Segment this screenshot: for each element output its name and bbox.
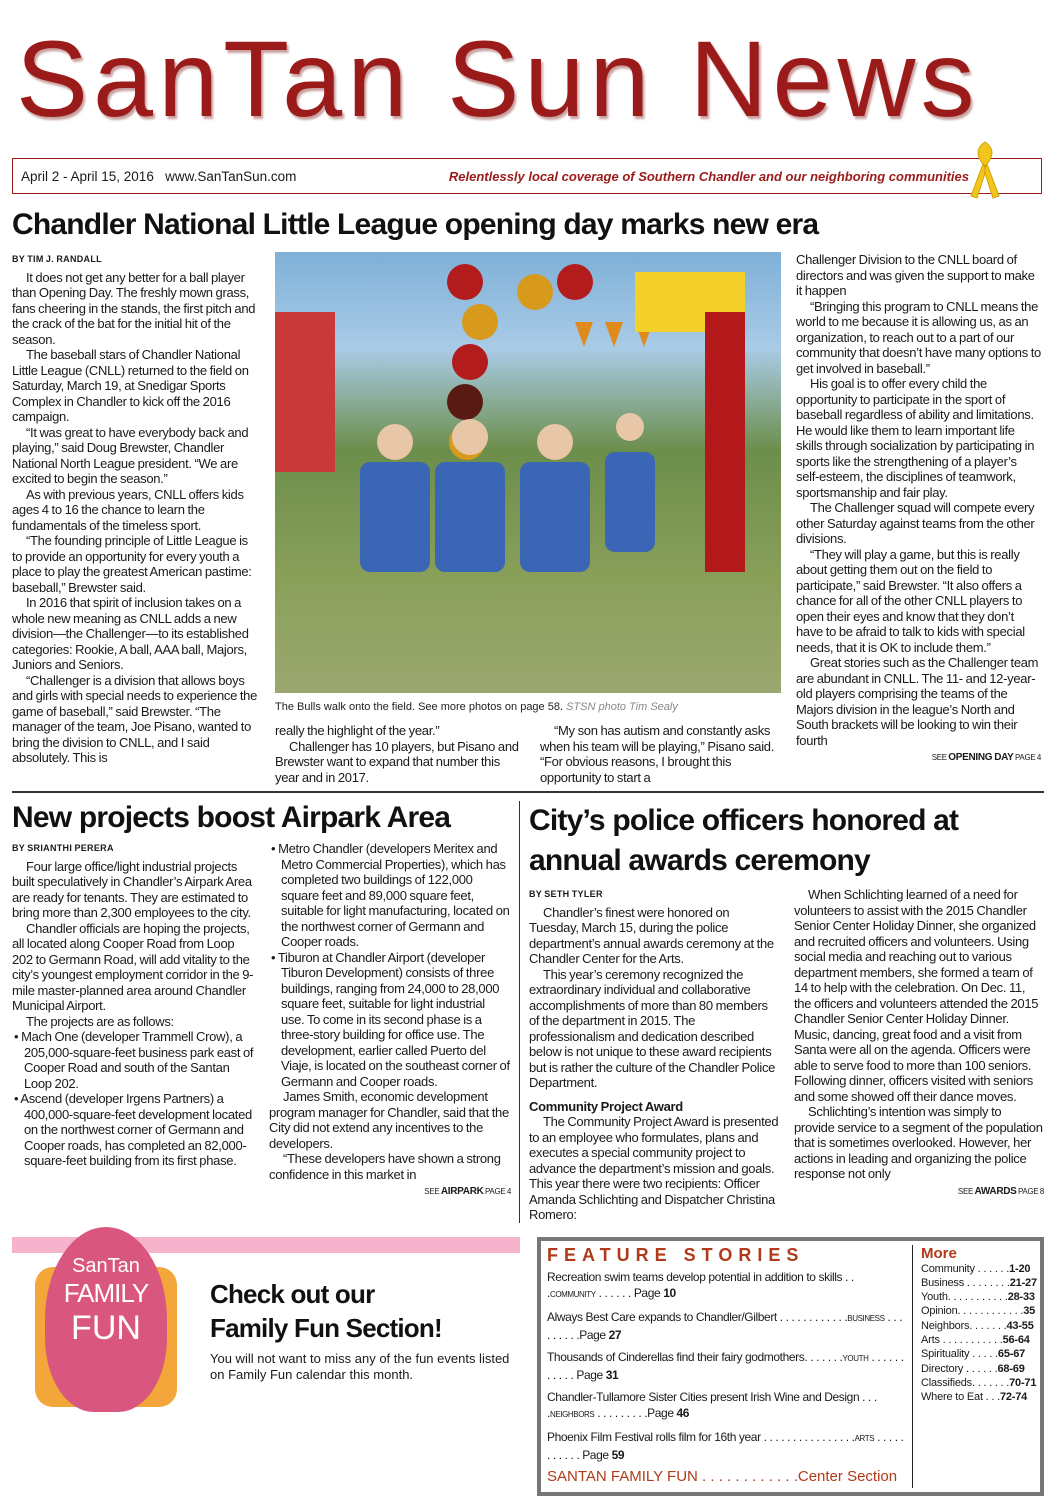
paragraph: In 2016 that spirit of inclusion takes on a whole new meaning as CNLL adds a new division—the Challenger—to its established categories: Rookie, A ball, AAA ball, Majors, Juniors and Seniors. xyxy=(12,595,249,672)
issue-date: April 2 - April 15, 2016 xyxy=(21,168,154,184)
leader-dots: . . . . . . . . . . . Page xyxy=(547,1429,904,1462)
logo-text: FUN xyxy=(71,1308,141,1347)
story-title: Always Best Care expands to Chandler/Gilbert . . . . . . . . . . . . xyxy=(547,1309,848,1324)
story-section: YOUTH xyxy=(842,1353,869,1363)
bullet-item: • Tiburon at Chandler Airport (developer Tiburon Development) consists of three buildings, ranging from 24,000 to 28,000 square feet, suitable for light industrial use. To come in its second phase is a three-story building for office use. The development, earlier called Puerto del Viaje, is located on the southeast corner of Germann and Cooper roads. xyxy=(271,949,510,1089)
story-section: BUSINESS xyxy=(847,1313,885,1323)
airpark-section xyxy=(12,801,520,1223)
index-item[interactable] xyxy=(921,1347,1034,1361)
yellow-ribbon-icon xyxy=(965,140,1005,200)
story-title: Thousands of Cinderellas find their fairy godmothers. . . . . . . xyxy=(547,1349,843,1364)
more-index xyxy=(912,1244,1037,1488)
lead-column-4 xyxy=(796,252,1041,785)
index-item[interactable] xyxy=(921,1319,1034,1333)
masthead-title: SanTan Sun News xyxy=(16,18,980,139)
index-pages: 35 xyxy=(1023,1305,1036,1318)
police-headline: City’s police officers honored at annual awards ceremony xyxy=(529,804,959,877)
airpark-column-1 xyxy=(12,841,254,1200)
index-label: Youth. . . . . . . . . . . xyxy=(921,1291,1008,1304)
index-label: Spirituality . . . . . xyxy=(921,1348,998,1361)
paragraph: “My son has autism and constantly asks when his team will be playing,” Pisano said. “For obvious reasons, I brought this opportunity to start a xyxy=(540,723,775,785)
police-column-2 xyxy=(794,887,1044,1223)
index-pages: 65-67 xyxy=(997,1348,1026,1361)
index-pages: 70-71 xyxy=(1009,1376,1037,1389)
byline: BY SETH TYLER xyxy=(529,889,603,899)
index-label: Business . . . . . . . . xyxy=(921,1276,1010,1289)
bullet-item: • Mach One (developer Trammell Crow), a 205,000-square-feet business park east of Cooper Road and south of the Santan Loop 202. xyxy=(14,1029,254,1091)
tagline: Relentlessly local coverage of Southern Chandler and our neighboring communities xyxy=(448,168,969,184)
lead-column-3 xyxy=(540,723,780,785)
see-awards-link[interactable]: SEE AWARDS PAGE 8 xyxy=(957,1185,1044,1197)
index-label: Classifieds. . . . . . . xyxy=(921,1376,1010,1389)
police-section xyxy=(520,801,1044,1223)
paragraph: The Community Project Award is presented to an employee who formulates, plans and executes a special community project to advance the department’s mission and goals. This year there were two recipients: Officer Amanda Schlichting and Dispatcher Christina Romero: xyxy=(529,1114,779,1222)
award-subhead: Community Project Award xyxy=(529,1098,683,1114)
lead-middle xyxy=(275,252,781,785)
index-item[interactable] xyxy=(921,1376,1037,1390)
leader-dots: . . . . . . . . . . . Page xyxy=(547,1349,904,1382)
leader-dots: . . . . . . . . .Page xyxy=(547,1309,903,1342)
family-fun-line[interactable]: SANTAN FAMILY FUN . . . . . . . . . . . .Center Section xyxy=(547,1467,898,1485)
paragraph: “They will play a game, but this is really about getting them out on the field to participate,” said Brewster. “It also offers a chance for all of the other CNLL players to open their eyes and know that they don’t have to be afraid to talk to kids with special needs, that it is OK to include them.” xyxy=(796,546,1025,655)
feature-stories-box xyxy=(537,1237,1044,1496)
index-pages: 68-69 xyxy=(997,1362,1025,1375)
index-pages: 72-74 xyxy=(999,1391,1028,1404)
story-page: 10 xyxy=(663,1285,676,1300)
index-label: Opinion. . . . . . . . . . . . xyxy=(921,1305,1024,1318)
index-item[interactable] xyxy=(921,1390,1034,1404)
paragraph: Challenger has 10 players, but Pisano and Brewster want to expand that number this year and in 2017. xyxy=(275,738,519,785)
paragraph: It does not get any better for a ball player than Opening Day. The freshly mown grass, fans cheering in the stands, the first pitch and the crack of the bat for the initial hit of the season. xyxy=(12,269,256,347)
family-fun-body: You will not want to miss any of the fun events listed on Family Fun calendar this month. xyxy=(210,1350,510,1382)
index-label: Where to Eat . . . xyxy=(921,1391,1000,1404)
paragraph: Schlichting’s intention was simply to provide service to a segment of the population that is sometimes overlooked. However, her actions in leading and organizing the police response not only xyxy=(794,1104,1043,1181)
index-item[interactable] xyxy=(921,1304,1034,1318)
index-item[interactable] xyxy=(921,1262,1034,1276)
see-opening-day-link[interactable]: SEE OPENING DAY PAGE 4 xyxy=(931,752,1041,763)
photo-credit: STSN photo Tim Sealy xyxy=(566,701,678,713)
paragraph: His goal is to offer every child the opportunity to participate in the sport of baseball regardless of ability and limitations. He would like them to learn important life skills through socialization by participating in sports like the strengthening of a player’s self-esteem, the disciplines of teamwork, sportsmanship and fair play. xyxy=(796,376,1035,500)
family-fun-section xyxy=(12,1237,520,1496)
index-label: Arts . . . . . . . . . . . xyxy=(921,1333,1003,1346)
feature-story-item[interactable] xyxy=(547,1386,904,1426)
story-title: Recreation swim teams develop potential in addition to skills . . . xyxy=(547,1269,854,1300)
divider xyxy=(12,791,1044,793)
story-page: 59 xyxy=(611,1447,625,1462)
photo-caption xyxy=(275,701,781,713)
story-section: ARTS xyxy=(854,1433,875,1443)
story-section: NEIGHBORS xyxy=(549,1409,595,1419)
family-fun-logo[interactable] xyxy=(35,1227,177,1415)
little-league-photo xyxy=(275,252,781,693)
index-item[interactable] xyxy=(921,1276,1037,1290)
index-pages: 21-27 xyxy=(1009,1276,1037,1289)
story-section: COMMUNITY xyxy=(549,1289,596,1299)
paragraph: This year’s ceremony recognized the extraordinary individual and collaborative accomplishments of more than 80 members of the department in 2015. The professionalism and dedication described below is not unique to these award recipients but is rather the culture of the Chandler Police Department. xyxy=(529,966,776,1090)
index-item[interactable] xyxy=(921,1333,1034,1347)
paragraph: As with previous years, CNLL offers kids ages 4 to 16 the chance to learn the fundamentals of the timeless sport. xyxy=(12,486,244,533)
airpark-headline: New projects boost Airpark Area xyxy=(12,801,451,834)
bullet-item: • Metro Chandler (developers Meritex and Metro Commercial Properties), which has completed two buildings of 122,000 square feet and 89,000 square feet, suitable for light manufacturing, located on the northwest corner of Germann and Cooper roads. xyxy=(271,841,510,949)
feature-story-item[interactable] xyxy=(547,1306,904,1346)
lead-column-1 xyxy=(12,252,260,785)
paragraph: “It was great to have everybody back and playing,” said Doug Brewster, Chandler National North League president. “We are excited to begin the season.” xyxy=(12,424,249,486)
paragraph: Great stories such as the Challenger team are abundant in CNLL. The 11- and 12-year-old players comprising the teams of the Majors division in the league’s North and South brackets will be looking to win their fourth xyxy=(796,655,1039,748)
masthead-strip xyxy=(12,158,1042,194)
story-page: 46 xyxy=(676,1405,690,1420)
paragraph: Chandler’s finest were honored on Tuesday, March 15, during the police department’s annual awards ceremony at the Chandler Center for the Arts. xyxy=(529,904,774,966)
lead-column-2 xyxy=(275,723,520,785)
more-title: More xyxy=(921,1244,957,1262)
paragraph: “Bringing this program to CNLL means the world to me because it is allowing us, as an organization, to reach out to a part of our community that doesn’t have many options to get involved in baseball.” xyxy=(796,298,1041,376)
story-title: Chandler-Tullamore Sister Cities present Irish Wine and Design . . . . xyxy=(547,1389,877,1420)
index-pages: 43-55 xyxy=(1006,1319,1034,1332)
website-link[interactable]: www.SanTanSun.com xyxy=(165,168,297,184)
index-item[interactable] xyxy=(921,1362,1034,1376)
feature-story-item[interactable] xyxy=(547,1266,904,1306)
paragraph: “The founding principle of Little League is to provide an opportunity for every youth a place to play the greatest American pastime: baseball,” Brewster said. xyxy=(12,533,252,595)
leader-dots: . . . . . . . . .Page xyxy=(594,1405,677,1420)
feature-story-item[interactable] xyxy=(547,1426,904,1466)
index-label: Community . . . . . . xyxy=(921,1262,1010,1275)
paragraph: really the highlight of the year.” xyxy=(275,723,440,738)
logo-text: SanTan xyxy=(72,1254,140,1277)
paragraph: Chandler officials are hoping the projects, all located along Cooper Road from Loop 202 to Germann Road, will add vitality to the city’s youngest employment corridor in the 9-mile master-planned area around Chandler Municipal Airport. xyxy=(12,920,254,1013)
feature-story-item[interactable] xyxy=(547,1346,904,1386)
police-column-1 xyxy=(529,887,779,1223)
byline: BY SRIANTHI PERERA xyxy=(12,843,114,853)
byline: BY TIM J. RANDALL xyxy=(12,254,102,264)
index-label: Neighbors. . . . . . . xyxy=(921,1319,1007,1332)
lead-headline: Chandler National Little League opening day marks new era xyxy=(12,208,819,241)
paragraph: “These developers have shown a strong confidence in this market in xyxy=(269,1151,501,1182)
logo-text: FAMILY xyxy=(63,1277,149,1308)
see-airpark-link[interactable]: SEE AIRPARK PAGE 4 xyxy=(424,1186,511,1197)
index-item[interactable] xyxy=(921,1290,1034,1304)
feature-stories-title: FEATURE STORIES xyxy=(547,1244,805,1265)
story-page: 27 xyxy=(608,1327,622,1342)
story-title: Phoenix Film Festival rolls film for 16th year . . . . . . . . . . . . . . . . xyxy=(547,1429,855,1444)
caption-text: The Bulls walk onto the field. See more photos on page 58. xyxy=(275,701,564,713)
index-pages: 56-64 xyxy=(1002,1333,1030,1346)
story-page: 31 xyxy=(605,1367,619,1382)
bullet-item: • Ascend (developer Irgens Partners) a 400,000-square-feet development located on the northwest corner of Germann and Cooper roads, has completed an 82,000-square-feet building from its first phase. xyxy=(14,1091,252,1168)
paragraph: James Smith, economic development program manager for Chandler, said that the City did not extend any incentives to the developers. xyxy=(269,1089,509,1151)
paragraph: The Challenger squad will compete every other Saturday against teams from the other divisions. xyxy=(796,500,1035,546)
paragraph: Four large office/light industrial projects built speculatively in Chandler’s Airpark Area are ready for tenants. They are estimated to bring more than 2,300 employees to the city. xyxy=(12,858,252,920)
paragraph: The projects are as follows: xyxy=(26,1013,174,1029)
paragraph: The baseball stars of Chandler National Little League (CNLL) returned to the field on Saturday, March 19, at Snedigar Sports Complex in Chandler to kick off the 2016 campaign. xyxy=(12,347,249,424)
index-label: Directory . . . . . . xyxy=(921,1362,998,1375)
paragraph: Challenger Division to the CNLL board of directors and was given the support to make it happen xyxy=(796,252,1035,298)
paragraph: When Schlichting learned of a need for volunteers to assist with the 2015 Chandler Senior Center Holiday Dinner, she organized and recruited officers and volunteers. Using social media and reaching out to various department members, she formed a team of 14 to help with the celebration. On Dec. 11, the officers and volunteers attended the 2015 Chandler Senior Center Holiday Dinner. Music, dancing, great food and a visit from Santa were all on the agenda. Officers were able to serve food to more than 100 seniors. Following dinner, officers visited with seniors and some showed off their dance moves. xyxy=(794,887,1039,1104)
family-fun-headline: Check out our Family Fun Section! xyxy=(210,1278,442,1343)
airpark-column-2 xyxy=(269,841,511,1200)
paragraph: “Challenger is a division that allows boys and girls with special needs to experience the game of baseball,” said Brewster. “The manager of the team, Joe Pisano, wanted to bring the division to CNLL, and I said absolutely. This is xyxy=(12,672,258,765)
index-pages: 28-33 xyxy=(1007,1291,1035,1304)
leader-dots: . . . . . . Page xyxy=(595,1285,664,1300)
index-pages: 1-20 xyxy=(1009,1262,1031,1275)
